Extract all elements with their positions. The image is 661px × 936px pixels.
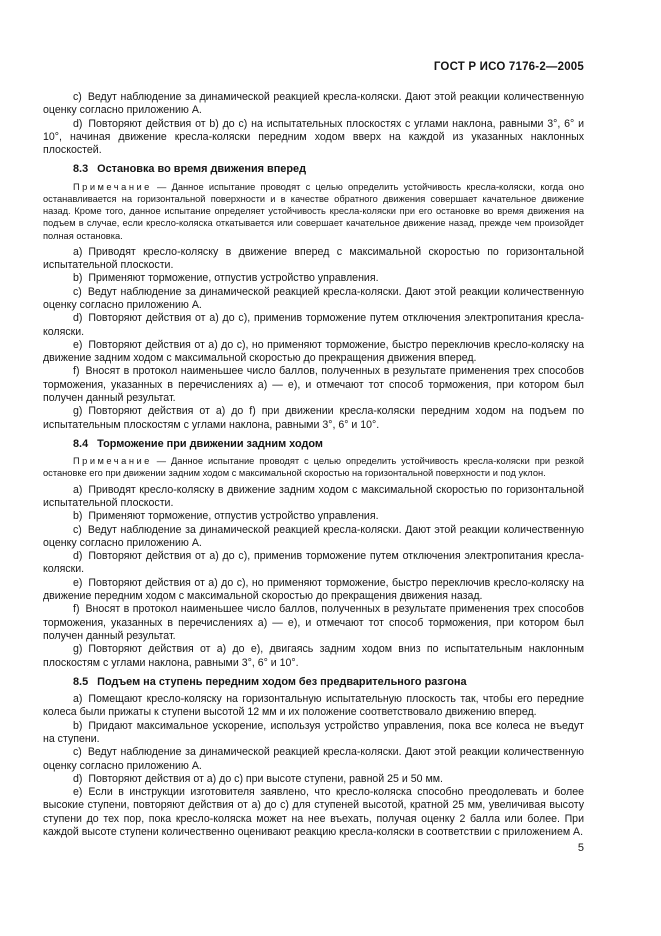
note-text: — Данное испытание проводят с целью определить устойчивость кресла-коляски, когда оно останавливается на горизонтальной поверхности и в качестве обратного движения совершает качательное движение назад. Кроме того, данное испытание определяет устойчивость кресла-коляски при его остановке во время движения на подъем в случае, если кресло-коляска откатывается или совершает качательное движение назад, прежде чем произойдет полная остановка. (43, 181, 584, 241)
list-item (43, 272, 584, 285)
list-item (43, 720, 584, 747)
list-item-text: Помещают кресло-коляску на горизонтальную испытательную плоскость так, чтобы его передние колеса были прижаты к ступени высотой 12 мм и их положение соответствовало движению вперед. (43, 693, 584, 719)
section-note (43, 455, 584, 479)
list-item (43, 312, 584, 339)
list-item-text: Ведут наблюдение за динамической реакцией кресла-коляски. Дают этой реакции количественную оценку согласно приложению А. (43, 746, 584, 772)
section-number: 8.4 (73, 437, 89, 450)
note-text: — Данное испытание проводят с целью определить устойчивость кресла-коляски при резкой остановке его при движении задним ходом с максимальной скоростью на горизонтальной поверхности и под уклон. (43, 456, 584, 479)
section-number: 8.5 (73, 675, 89, 688)
list-item-text: Если в инструкции изготовителя заявлено, что кресло-коляска способно преодолевать и более высокие ступени, повторяют действия от a) до c) для ступеней высотой, кратной 25 мм, увеличивая высоту ступени до тех пор, пока кресло-коляска может на нее въехать, получая оценку 2 балла или более. При каждой высоте ступени количественно оценивают реакцию кресла-коляски в соответствии с приложением А. (43, 786, 584, 839)
list-item-label: b) (73, 719, 83, 732)
list-item-text: Придают максимальное ускорение, используя устройство управления, пока все колеса не въедут на ступени. (43, 719, 584, 745)
list-item (43, 484, 584, 511)
list-item-label: d) (73, 312, 83, 325)
section-heading-8-3 (43, 163, 584, 176)
section-heading-8-4 (43, 438, 584, 451)
list-item-text: Повторяют действия от a) до c), применив торможение путем отключения электропитания кресла-коляски. (43, 550, 584, 576)
list-item (43, 339, 584, 366)
section-title: Подъем на ступень передним ходом без предварительного разгона (97, 675, 467, 688)
list-item (43, 603, 584, 643)
list-item-label: f) (73, 365, 80, 378)
list-item (43, 91, 584, 118)
list-item (43, 577, 584, 604)
list-item-text: Вносят в протокол наименьшее число баллов, полученных в результате применения трех способов торможения, указанных в перечислениях a) — e), и отмечают тот способ торможения, при котором был получен данный результат. (43, 603, 584, 642)
list-item-label: b) (73, 272, 83, 285)
list-item-text: Повторяют действия от a) до c) при высоте ступени, равной 25 и 50 мм. (88, 772, 443, 785)
list-item-label: e) (73, 786, 83, 799)
list-item-label: c) (73, 91, 82, 103)
list-item-label: c) (73, 746, 82, 759)
list-item (43, 746, 584, 773)
list-item-text: Ведут наблюдение за динамической реакцией кресла-коляски. Дают этой реакции количественную оценку согласно приложению А. (43, 523, 584, 549)
list-item-text: Применяют торможение, отпустив устройство управления. (88, 272, 379, 285)
list-item-text: Повторяют действия от a) до f) при движении кресла-коляски передним ходом на подъем по испытательным плоскостям с углами наклона, равными 3°, 6° и 10°. (43, 405, 584, 431)
running-header: ГОСТ Р ИСО 7176-2—2005 (433, 61, 584, 73)
section-note (43, 181, 584, 242)
list-item (43, 246, 584, 273)
list-item (43, 550, 584, 577)
page-number: 5 (577, 842, 584, 854)
list-item-label: a) (73, 245, 83, 258)
list-item-label: d) (73, 550, 83, 563)
list-item-text: Повторяют действия от a) до e), двигаясь задним ходом вниз по испытательным наклонным плоскостям с углами наклона, равными 3°, 6° и 10°. (43, 643, 584, 669)
list-item-label: f) (73, 603, 80, 616)
list-item-text: Приводят кресло-коляску в движение вперед с максимальной скоростью по горизонтальной испытательной плоскости. (43, 245, 584, 272)
list-item (43, 643, 584, 670)
list-item-text: Повторяют действия от a) до c), но применяют торможение, быстро переключив кресло-коляску на движение задним ходом с максимальной скоростью до прекращения движения вперед. (43, 338, 584, 365)
list-item (43, 524, 584, 551)
list-item (43, 118, 584, 158)
list-item-label: e) (73, 576, 83, 589)
list-item-text: Повторяют действия от b) до c) на испытательных плоскостях с углами наклона, равными 3°, 6° и 10°, начиная движение кресла-коляски передним ходом вверх на каждой из указанных наклонных плоскостей. (43, 117, 584, 157)
section-title: Торможение при движении задним ходом (97, 437, 323, 450)
list-item-text: Вносят в протокол наименьшее число баллов, полученных в результате применения трех способов торможения, указанных в перечислениях a) — e), и отмечают тот способ торможения, при котором был получен данный результат. (43, 365, 584, 405)
list-item-label: a) (73, 483, 83, 496)
list-item-text: Повторяют действия от a) до c), применив торможение путем отключения электропитания кресла-коляски. (43, 312, 584, 338)
list-item (43, 693, 584, 720)
note-label: Примечание (73, 181, 152, 192)
list-item (43, 510, 584, 523)
list-item-label: c) (73, 523, 82, 536)
list-item-label: c) (73, 285, 82, 298)
list-item (43, 773, 584, 786)
list-item-label: b) (73, 510, 83, 523)
list-item-text: Ведут наблюдение за динамической реакцией кресла-коляски. Дают этой реакции количественную оценку согласно приложению А. (43, 91, 584, 117)
list-item-label: g) (73, 643, 83, 656)
list-item-text: Применяют торможение, отпустив устройство управления. (88, 510, 379, 523)
list-item-text: Ведут наблюдение за динамической реакцией кресла-коляски. Дают этой реакции количественную оценку согласно приложению А. (43, 285, 584, 311)
section-heading-8-5 (43, 676, 584, 689)
note-label: Примечание (73, 456, 152, 467)
list-item-label: g) (73, 405, 83, 418)
page-content (43, 91, 584, 839)
list-item (43, 365, 584, 405)
list-item-label: e) (73, 338, 83, 351)
list-item (43, 286, 584, 313)
list-item (43, 405, 584, 432)
list-item-label: d) (73, 117, 83, 130)
list-item-text: Повторяют действия от a) до c), но применяют торможение, быстро переключив кресло-коляску на движение передним ходом с максимальной скоростью до прекращения движения назад. (43, 576, 584, 603)
list-item-label: a) (73, 693, 83, 706)
section-title: Остановка во время движения вперед (97, 163, 306, 176)
section-number: 8.3 (73, 163, 89, 176)
list-item-label: d) (73, 772, 83, 785)
list-item (43, 786, 584, 839)
list-item-text: Приводят кресло-коляску в движение задним ходом с максимальной скоростью по горизонтальной испытательной плоскости. (43, 483, 584, 509)
